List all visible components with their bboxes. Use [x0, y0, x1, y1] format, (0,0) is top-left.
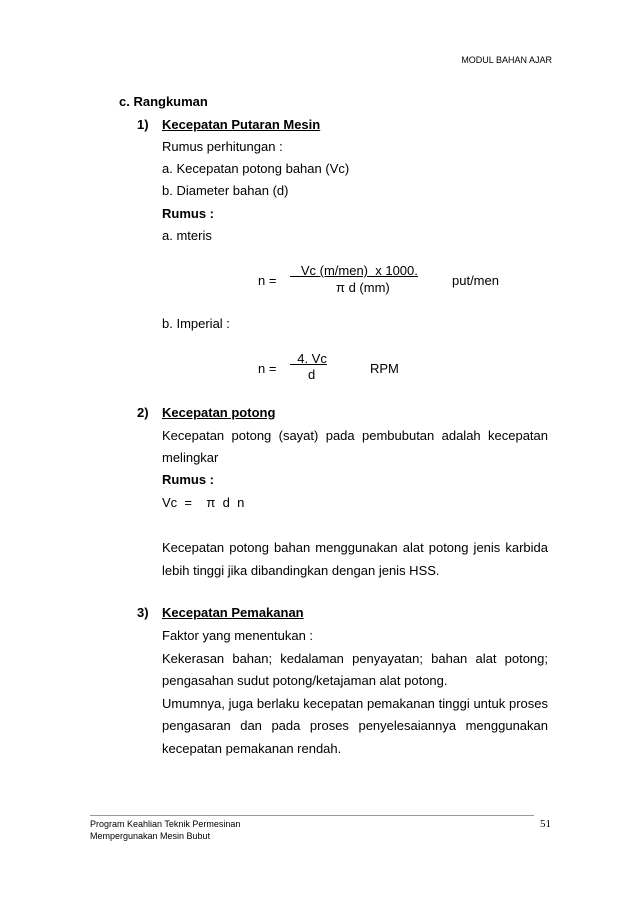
metric-label: a. mteris [162, 228, 212, 243]
imperial-label: b. Imperial : [162, 316, 230, 331]
metric-formula-lhs: n = [258, 273, 277, 288]
item1-line: a. Kecepatan potong bahan (Vc) [162, 161, 350, 176]
footer-program: Program Keahlian Teknik Permesinan [90, 819, 241, 829]
footer-module: Mempergunakan Mesin Bubut [90, 831, 211, 841]
item2-line: Kecepatan potong (sayat) pada pembubutan adalah kecepatan [162, 428, 548, 443]
imperial-formula-numerator: 4. Vc [290, 351, 327, 366]
item3-line: pengasahan sudut potong/ketajaman alat potong. [162, 673, 448, 688]
item2-rumus-label: Rumus : [162, 472, 214, 487]
item1-rumus-label: Rumus : [162, 206, 214, 221]
item3-line: pengasaran dan pada proses penyelesaiannya menggunakan [162, 718, 548, 733]
item2-heading: Kecepatan potong [162, 405, 276, 420]
item3-line: Umumnya, juga berlaku kecepatan pemakanan tinggi untuk proses [162, 696, 548, 711]
item3-line: Kekerasan bahan; kedalaman penyayatan; bahan alat potong; [162, 651, 548, 666]
imperial-formula-denominator: d [308, 367, 316, 382]
imperial-formula-lhs: n = [258, 361, 277, 376]
page-number: 51 [540, 818, 551, 830]
item3-number: 3) [137, 605, 149, 620]
item3-heading: Kecepatan Pemakanan [162, 605, 304, 620]
footer-divider [90, 815, 534, 816]
section-heading: c. Rangkuman [119, 94, 208, 109]
item3-line: Faktor yang menentukan : [162, 628, 314, 643]
item2-paragraph-line: Kecepatan potong bahan menggunakan alat potong jenis karbida [162, 540, 548, 555]
metric-formula-unit: put/men [452, 273, 499, 288]
item2-line: melingkar [162, 450, 219, 465]
imperial-formula-unit: RPM [370, 361, 399, 376]
item1-number: 1) [137, 117, 149, 132]
item2-formula: Vc = π d n [162, 495, 245, 510]
metric-formula-denominator: π d (mm) [336, 280, 390, 295]
item1-line: Rumus perhitungan : [162, 139, 283, 154]
item1-line: b. Diameter bahan (d) [162, 183, 289, 198]
metric-formula-numerator: Vc (m/men) x 1000. [290, 263, 418, 278]
page-header-title: MODUL BAHAN AJAR [461, 55, 552, 65]
item3-line: kecepatan pemakanan rendah. [162, 741, 342, 756]
item2-number: 2) [137, 405, 149, 420]
item1-heading: Kecepatan Putaran Mesin [162, 117, 321, 132]
item2-paragraph-line: lebih tinggi jika dibandingkan dengan jenis HSS. [162, 563, 440, 578]
